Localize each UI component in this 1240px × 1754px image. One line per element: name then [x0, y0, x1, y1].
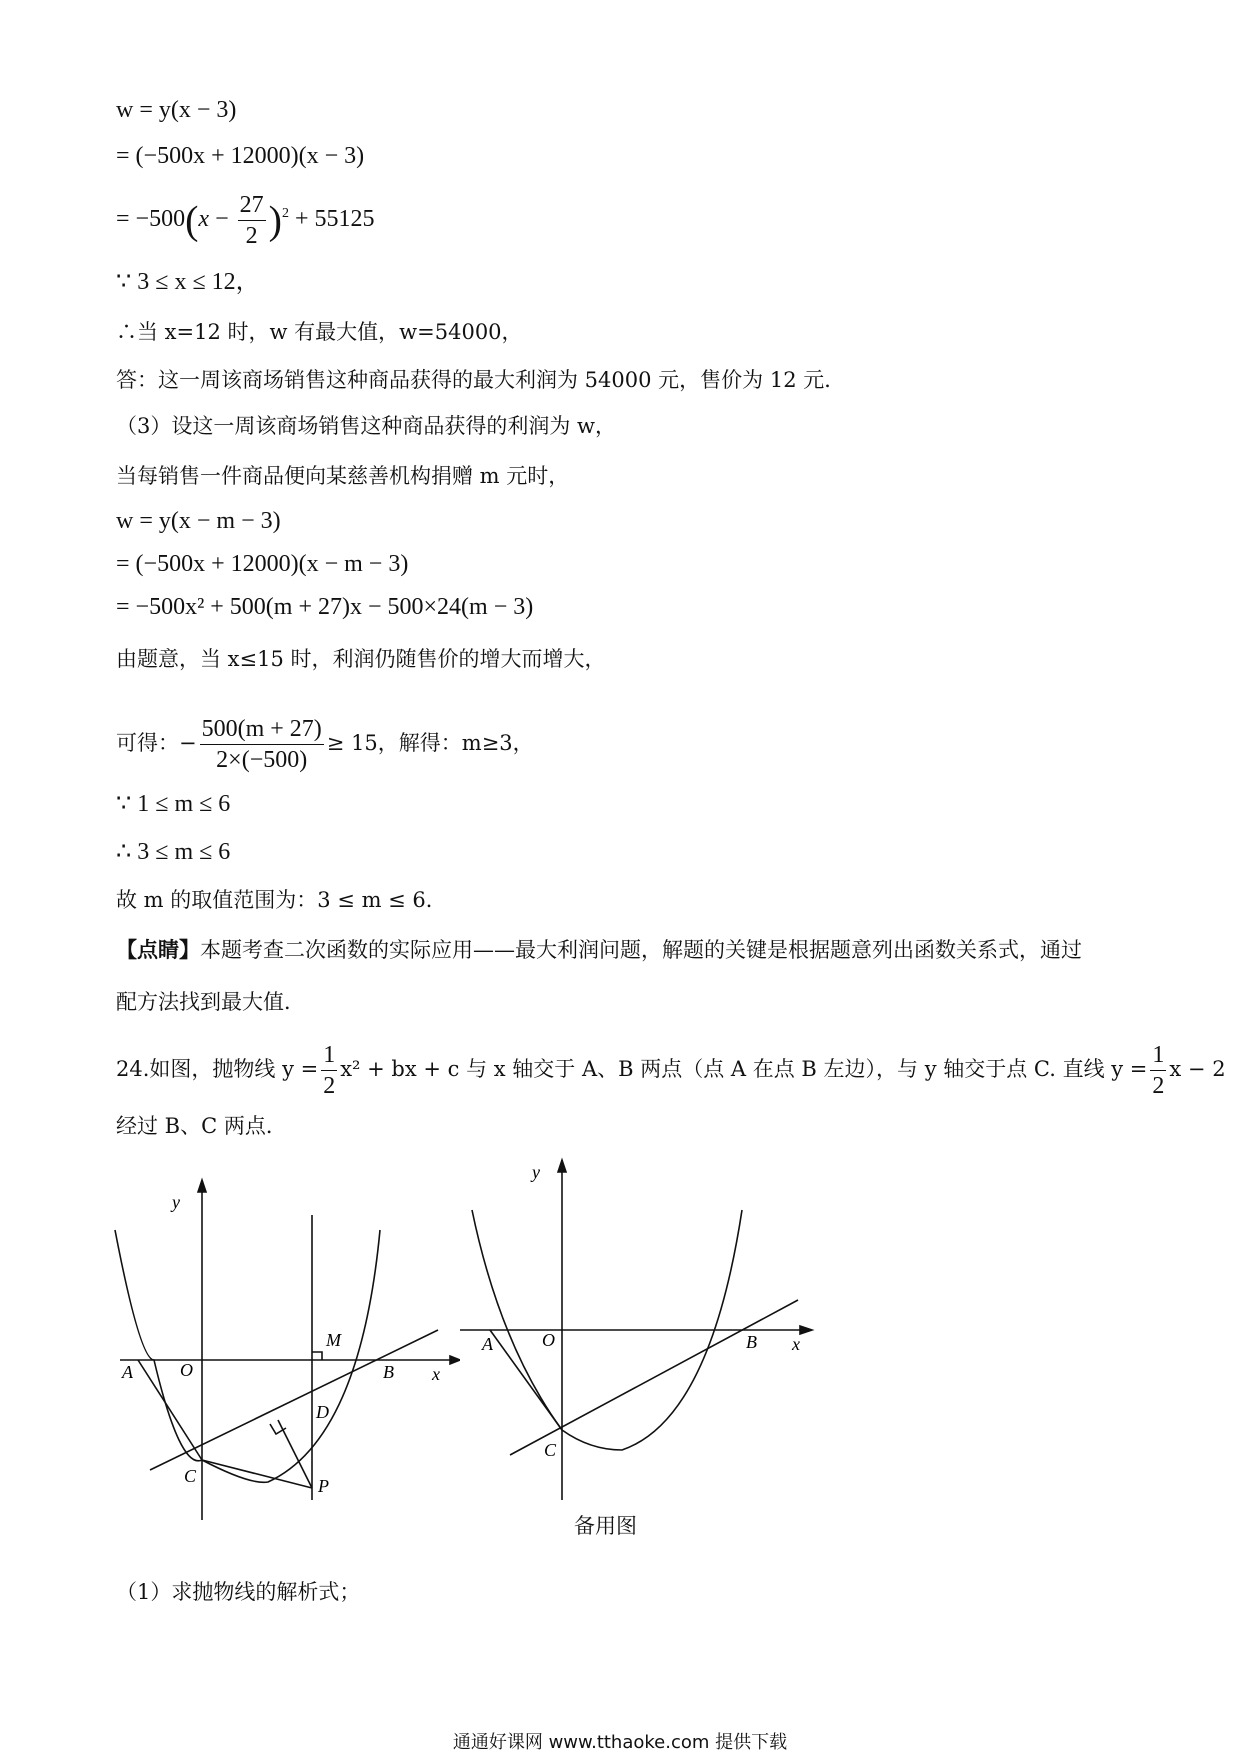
- label-o: O: [542, 1330, 555, 1350]
- label-p: P: [318, 1476, 329, 1496]
- frac-half-2: $\frac{1}{2}$: [1152, 1042, 1165, 1099]
- part1-question: （1）求抛物线的解析式；: [116, 1580, 361, 1604]
- donation-line: 当每销售一件商品便向某慈善机构捐赠 m 元时，: [116, 464, 570, 488]
- label-m: M: [326, 1330, 341, 1350]
- frac-27-2: $\frac{27}{2}$: [239, 192, 264, 249]
- eq-w-line3: = −500(x − $\frac{27}{2}$ )$^2$ + 55125: [116, 192, 375, 249]
- max-statement: ∴当 x=12 时，w 有最大值，w=54000，: [116, 320, 523, 344]
- eq-w2-line1: w = y(x − m − 3): [116, 508, 281, 534]
- x-axis-arrow: [800, 1326, 812, 1334]
- condition-line: 由题意，当 x≤15 时，利润仍随售价的增大而增大，: [116, 647, 606, 671]
- figure-spare: [460, 1150, 840, 1510]
- label-x: x: [432, 1364, 440, 1384]
- range-m-given: ∵ 1 ≤ m ≤ 6: [116, 791, 231, 817]
- label-y: y: [532, 1162, 540, 1182]
- label-o: O: [180, 1360, 193, 1380]
- label-b: B: [746, 1332, 757, 1352]
- figure-caption: 备用图: [574, 1514, 637, 1538]
- comment-line2: 配方法找到最大值．: [116, 990, 305, 1014]
- label-d: D: [316, 1402, 329, 1422]
- eq-w-line2: = (−500x + 12000)(x − 3): [116, 143, 365, 169]
- answer-line: 答：这一周该商场销售这种商品获得的最大利润为 54000 元，售价为 12 元．: [116, 368, 846, 392]
- parabola: [115, 1230, 380, 1482]
- label-b: B: [383, 1362, 394, 1382]
- frac-half-1: $\frac{1}{2}$: [323, 1042, 336, 1099]
- range-m-derived: ∴ 3 ≤ m ≤ 6: [116, 839, 231, 865]
- eq-w2-line2: = (−500x + 12000)(x − m − 3): [116, 551, 409, 577]
- figure-main: [100, 1170, 460, 1530]
- eq-w-line3-const: + 55125: [294, 206, 375, 233]
- frac-axis: $\frac{500(m + 27)}{2\times(-500)}$: [201, 716, 322, 773]
- part3-intro: （3）设这一周该商场销售这种商品获得的利润为 w，: [116, 414, 617, 438]
- label-a: A: [122, 1362, 133, 1382]
- y-axis-arrow: [558, 1160, 566, 1172]
- eq-w2-line3: = −500x² + 500(m + 27)x − 500×24(m − 3): [116, 594, 534, 620]
- problem24-line2: 经过 B、C 两点．: [116, 1114, 287, 1138]
- range-x: ∵ 3 ≤ x ≤ 12，: [116, 269, 260, 295]
- label-x: x: [792, 1334, 800, 1354]
- label-a: A: [482, 1334, 493, 1354]
- comment-line1: 【点睛】本题考查二次函数的实际应用——最大利润问题，解题的关键是根据题意列出函数关系式，通过: [116, 937, 1082, 962]
- line-bc: [150, 1330, 438, 1470]
- label-c: C: [184, 1466, 197, 1486]
- inequality-line: 可得：− $\frac{500(m + 27)}{2\times(-500)}$ ≥ 15，解得：m≥3，: [116, 716, 534, 773]
- footer: 通通好课网 www.tthaoke.com 提供下载: [452, 1732, 788, 1753]
- eq-w-line3-coef: = −500: [116, 206, 186, 233]
- conclusion-line: 故 m 的取值范围为：3 ≤ m ≤ 6．: [116, 888, 447, 912]
- label-c: C: [544, 1440, 557, 1460]
- label-y: y: [172, 1192, 180, 1212]
- x-axis-arrow: [450, 1356, 460, 1364]
- problem24-line1: 24.如图，抛物线 y = $\frac{1}{2}$ x² + bx + c 与 x 轴交于 A、B 两点（点 A 在点 B 左边），与 y 轴交于点 C. 直线 y = $\frac{1}{2}$ x − 2: [116, 1042, 1226, 1099]
- right-angle-m: [312, 1352, 322, 1360]
- y-axis-arrow: [198, 1180, 206, 1192]
- eq-w-line1: w = y(x − 3): [116, 97, 237, 123]
